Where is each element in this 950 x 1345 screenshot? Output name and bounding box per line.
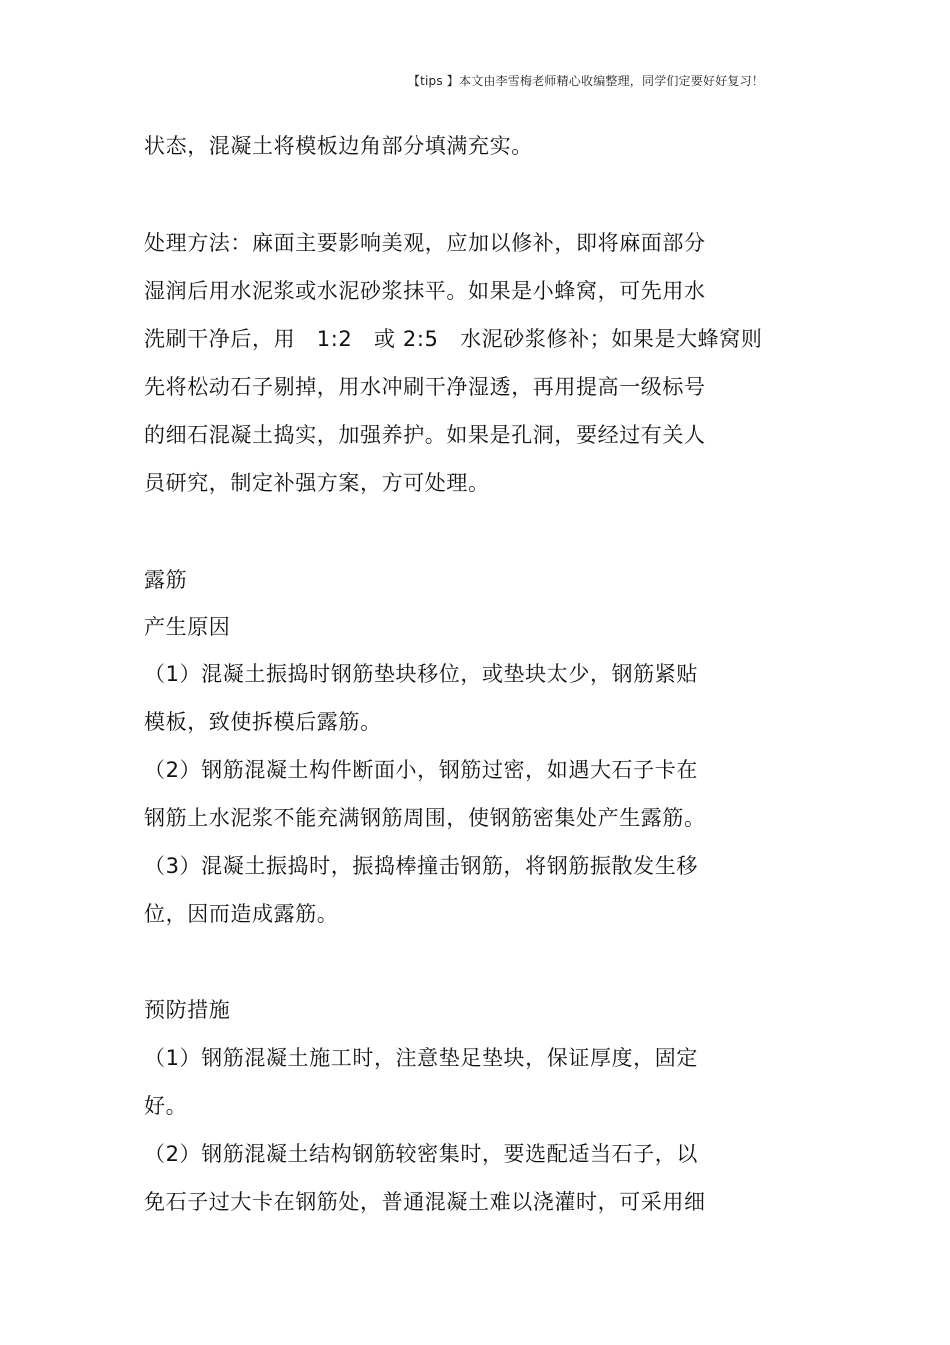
list-item-line: 位，因而造成露筋。 bbox=[144, 902, 339, 926]
paragraph-line: 洗刷干净后，用 1:2 或 2:5 水泥砂浆修补；如果是大蜂窝则 bbox=[144, 327, 763, 351]
paragraph-line: 员研究，制定补强方案，方可处理。 bbox=[144, 471, 490, 495]
subsection-heading: 产生原因 bbox=[144, 615, 231, 639]
paragraph-line: 先将松动石子剔掉，用水冲刷干净湿透，再用提高一级标号 bbox=[144, 375, 706, 399]
list-item-line: 好。 bbox=[144, 1094, 188, 1118]
section-heading: 露筋 bbox=[144, 568, 188, 592]
list-item-line: 钢筋上水泥浆不能充满钢筋周围，使钢筋密集处产生露筋。 bbox=[144, 806, 706, 830]
list-item-line: 免石子过大卡在钢筋处，普通混凝土难以浇灌时，可采用细 bbox=[144, 1190, 706, 1214]
paragraph-line: 状态，混凝土将模板边角部分填满充实。 bbox=[144, 134, 533, 158]
list-item-line: （1）钢筋混凝土施工时，注意垫足垫块，保证厚度，固定 bbox=[144, 1046, 698, 1070]
header-note: 【tips 】本文由李雪梅老师精心收编整理，同学们定要好好复习！ bbox=[407, 74, 764, 88]
list-item-line: （1）混凝土振捣时钢筋垫块移位，或垫块太少，钢筋紧贴 bbox=[144, 662, 698, 686]
paragraph-line: 的细石混凝土捣实，加强养护。如果是孔洞，要经过有关人 bbox=[144, 423, 706, 447]
list-item-line: 模板，致使拆模后露筋。 bbox=[144, 710, 382, 734]
list-item-line: （2）钢筋混凝土构件断面小，钢筋过密，如遇大石子卡在 bbox=[144, 758, 698, 782]
paragraph-line: 湿润后用水泥浆或水泥砂浆抹平。如果是小蜂窝，可先用水 bbox=[144, 279, 706, 303]
list-item-line: （2）钢筋混凝土结构钢筋较密集时，要选配适当石子，以 bbox=[144, 1142, 698, 1166]
subsection-heading: 预防措施 bbox=[144, 998, 231, 1022]
paragraph-line: 处理方法：麻面主要影响美观，应加以修补，即将麻面部分 bbox=[144, 231, 706, 255]
list-item-line: （3）混凝土振捣时，振捣棒撞击钢筋，将钢筋振散发生移 bbox=[144, 854, 698, 878]
